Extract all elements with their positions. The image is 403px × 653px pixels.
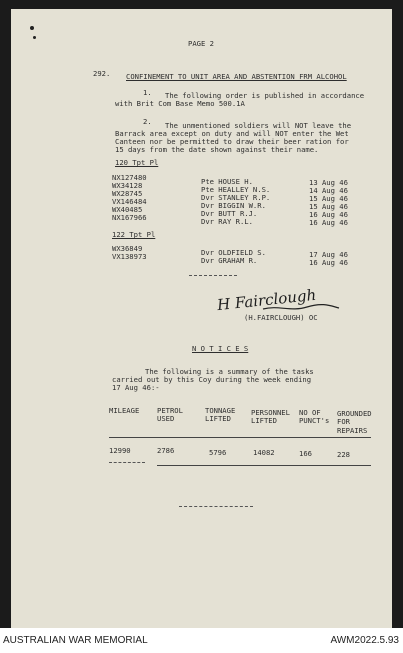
column-header: REPAIRS <box>337 426 368 435</box>
date: 15 Aug 46 <box>309 194 348 203</box>
table-cell: 5796 <box>209 448 227 457</box>
date: 16 Aug 46 <box>309 210 348 219</box>
table-cell: 12990 <box>109 446 131 455</box>
group-label: 122 Tpt Pl <box>112 230 156 239</box>
column-header: FOR <box>337 417 350 426</box>
signature: H Fairclough <box>216 285 317 315</box>
column-header: USED <box>157 414 175 423</box>
service-number: WX36849 <box>112 244 143 253</box>
column-header: LIFTED <box>251 416 277 425</box>
punch-hole <box>33 36 36 39</box>
table-cell: 2786 <box>157 446 175 455</box>
underline-mark <box>109 462 145 463</box>
rank-name: Dvr STANLEY R.P. <box>201 193 271 202</box>
document-page <box>11 9 392 628</box>
service-number: NX127480 <box>112 173 147 182</box>
date: 16 Aug 46 <box>309 258 348 267</box>
divider <box>189 275 237 276</box>
para2-line: Barrack area except on duty and will NOT enter the Wet <box>115 129 349 138</box>
archive-footer <box>0 628 403 653</box>
service-number: WX28745 <box>112 189 143 198</box>
date: 16 Aug 46 <box>309 218 348 227</box>
rank-name: Dvr RAY R.L. <box>201 217 253 226</box>
column-header: PUNCT's <box>299 416 330 425</box>
column-header: NO OF <box>299 408 321 417</box>
table-cell: 228 <box>337 450 350 459</box>
para1-line: with Brit Com Base Memo 500.1A <box>115 99 245 108</box>
para2-line: Canteen nor be permitted to draw their beer ration for <box>115 137 349 146</box>
rank-name: Dvr BUTT R.J. <box>201 209 258 218</box>
date: 15 Aug 46 <box>309 202 348 211</box>
item-number: 292. <box>93 69 111 78</box>
service-number: VX138973 <box>112 252 147 261</box>
punch-hole <box>30 26 34 30</box>
notices-text: 17 Aug 46:- <box>112 383 160 392</box>
rank-name: Pte HEALLEY N.S. <box>201 185 271 194</box>
rank-name: Dvr OLDFIELD S. <box>201 248 266 257</box>
column-header: GROUNDED <box>337 409 372 418</box>
signature-flourish <box>261 303 341 313</box>
table-rule <box>109 437 371 438</box>
table-rule <box>157 465 371 466</box>
divider <box>179 506 253 507</box>
notices-text: carried out by this Coy during the week ending <box>112 375 312 384</box>
service-number: WX34128 <box>112 181 143 190</box>
para2-line: The unmentioned soldiers will NOT leave the <box>165 121 352 130</box>
date: 14 Aug 46 <box>309 186 348 195</box>
date: 13 Aug 46 <box>309 178 348 187</box>
column-header: PERSONNEL <box>251 408 290 417</box>
para1-line: The following order is published in accordance <box>165 91 365 100</box>
group-label: 120 Tpt Pl <box>115 158 159 167</box>
service-number: WX40485 <box>112 205 143 214</box>
archive-name: AUSTRALIAN WAR MEMORIAL <box>3 635 148 646</box>
service-number: NX167966 <box>112 213 147 222</box>
notices-text: The following is a summary of the tasks <box>145 367 314 376</box>
rank-name: Pte HOUSE H. <box>201 177 253 186</box>
rank-name: Dvr GRAHAM R. <box>201 256 258 265</box>
column-header: MILEAGE <box>109 406 140 415</box>
para1-number: 1. <box>143 88 152 97</box>
date: 17 Aug 46 <box>309 250 348 259</box>
column-header: TONNAGE <box>205 406 236 415</box>
signatory: (H.FAIRCLOUGH) OC <box>244 313 318 322</box>
para2-line: 15 days from the date shown against their name. <box>115 145 319 154</box>
column-header: LIFTED <box>205 414 231 423</box>
table-cell: 14082 <box>253 448 275 457</box>
para2-number: 2. <box>143 117 152 126</box>
rank-name: Dvr BIGGIN W.R. <box>201 201 266 210</box>
section-heading: CONFINEMENT TO UNIT AREA AND ABSTENTION FRM ALCOHOL <box>126 72 347 81</box>
service-number: VX146484 <box>112 197 147 206</box>
column-header: PETROL <box>157 406 183 415</box>
table-cell: 166 <box>299 449 312 458</box>
accession-number: AWM2022.5.93 <box>330 635 399 646</box>
notices-heading: N O T I C E S <box>192 344 249 353</box>
page-number: PAGE 2 <box>188 39 214 48</box>
